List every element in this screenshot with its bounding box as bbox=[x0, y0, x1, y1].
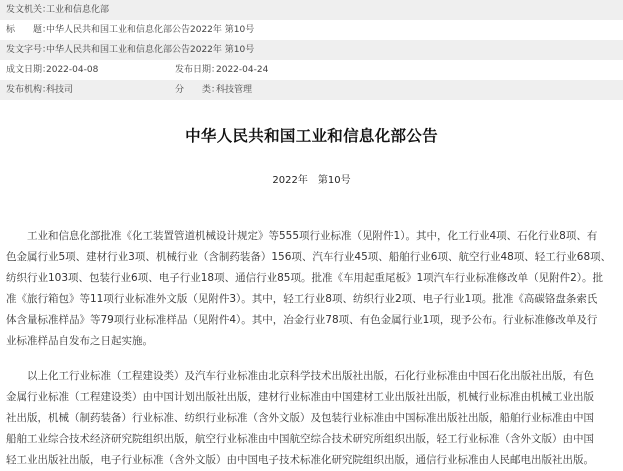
text-line: 业标准样品自发布之日起实施。 bbox=[6, 335, 153, 347]
announcement-title: 中华人民共和国工业和信息化部公告 bbox=[185, 127, 438, 145]
text-line: 纺织行业103项、包装行业6项、电子行业18项、通信行业85项。批准《车用起重尾板》1项汽车行业标准修改单（见附件2）。批 bbox=[6, 272, 604, 284]
meta-row-dates bbox=[0, 60, 623, 80]
text-line: 船舶工业综合技术经济研究院组织出版，航空行业标准由中国航空综合技术研究所组织出版，轻工行业标准（含外文版）由中国 bbox=[6, 433, 594, 445]
meta-row-agency bbox=[0, 80, 623, 100]
paragraph-2 bbox=[6, 366, 614, 471]
text-line: 轻工业出版社出版，电子行业标准（含外文版）由中国电子技术标准化研究院组织出版，通信行业标准由人民邮电出版社出版。 bbox=[6, 454, 594, 466]
paragraph-1 bbox=[6, 226, 614, 352]
issuer-value: 工业和信息化部 bbox=[46, 5, 110, 15]
text-line: 工业和信息化部批准《化工装置管道机械设计规定》等555项行业标准（见附件1）。其中，化工行业4项、石化行业8项、有 bbox=[6, 230, 598, 242]
written-date-label: 成文日期： bbox=[6, 65, 52, 75]
text-line: 准《旅行箱包》等11项行业标准外文版（见附件3）。其中，轻工行业8项、纺织行业2项、电子行业1项。批准《高碳铬盘条索氏 bbox=[6, 293, 598, 305]
doc-number-value: 中华人民共和国工业和信息化部公告2022年 第10号 bbox=[46, 45, 255, 55]
agency-value: 科技司 bbox=[46, 85, 74, 95]
issuer-label: 发文机关： bbox=[6, 5, 52, 15]
text-line: 色金属行业5项、建材行业3项、机械行业（含制药装备）156项、汽车行业45项、船舶行业6项、航空行业48项、轻工行业68项、 bbox=[6, 251, 612, 263]
announcement-number: 2022年 第10号 bbox=[272, 175, 351, 186]
document-metadata-table bbox=[0, 0, 623, 100]
publish-date-value: 2022-04-24 bbox=[216, 65, 269, 75]
publish-date-label: 发布日期： bbox=[175, 65, 221, 75]
paragraph-gap bbox=[6, 352, 614, 366]
text-line: 金属行业标准（工程建设类）由中国计划出版社出版，建材行业标准由中国建材工业出版社出版，机械行业标准由机械工业出版 bbox=[6, 391, 594, 403]
text-line: 体含量标准样品》等79项行业标准样品（见附件4）。其中，冶金行业78项、有色金属行业1项，现予公布。行业标准修改单及行 bbox=[6, 314, 598, 326]
category-label: 分 类： bbox=[175, 85, 221, 95]
doc-number-label: 发文字号： bbox=[6, 45, 52, 55]
category-value: 科技管理 bbox=[216, 85, 253, 95]
title-label: 标 题： bbox=[6, 25, 52, 35]
announcement-body bbox=[6, 226, 614, 471]
written-date-value: 2022-04-08 bbox=[46, 65, 99, 75]
meta-row-issuer bbox=[0, 0, 623, 20]
text-line: 社出版，机械（制药装备）行业标准、纺织行业标准（含外文版）及包装行业标准由中国标准出版社出版，船舶行业标准由中国 bbox=[6, 412, 594, 424]
text-line: 以上化工行业标准（工程建设类）及汽车行业标准由北京科学技术出版社出版，石化行业标准由中国石化出版社出版，有色 bbox=[6, 370, 594, 382]
meta-row-title bbox=[0, 20, 623, 40]
agency-label: 发布机构： bbox=[6, 85, 52, 95]
title-value: 中华人民共和国工业和信息化部公告2022年 第10号 bbox=[46, 25, 255, 35]
meta-row-doc-number bbox=[0, 40, 623, 60]
